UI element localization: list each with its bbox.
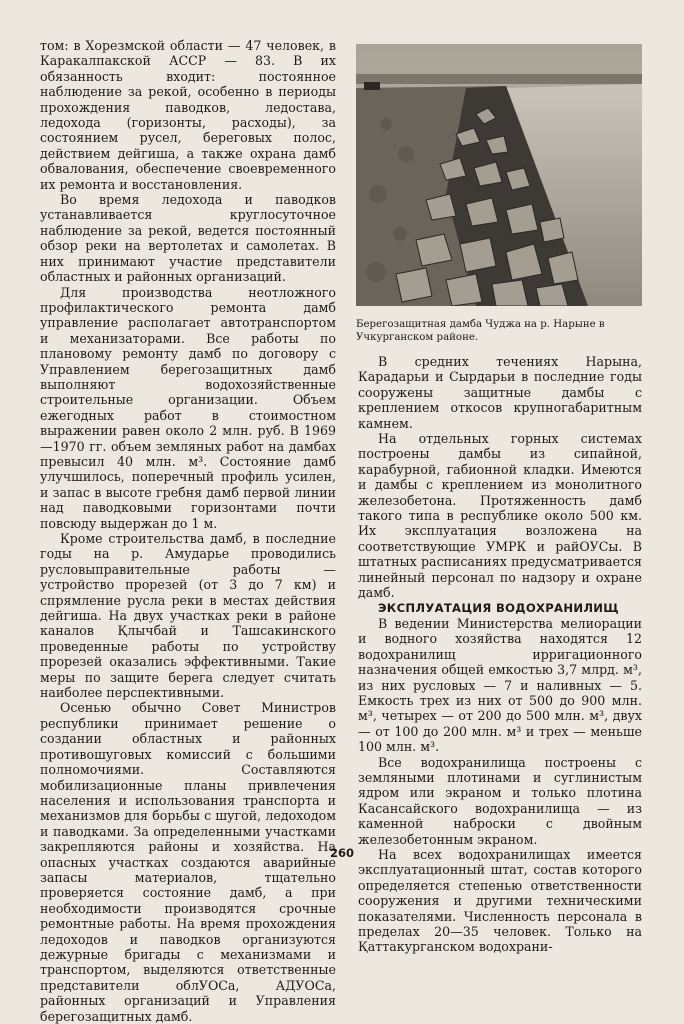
left-text-column: [40, 38, 336, 1024]
section-heading: ЭКСПЛУАТАЦИЯ ВОДОХРАНИЛИЩ: [378, 600, 619, 615]
paragraph: Кроме строительства дамб, в последние годы на р. Амударье проводились русловыправительные работы — устройство прорезей (от 3 до 7 км) и спрямление русла реки в местах действия дейгиша. На двух участках реки в районе каналов Қлычбай и Ташсакинского проведенные работы по устройству прорезей оказались эффективными. Такие меры по защите берега следует считать наиболее перспективными.: [40, 531, 336, 701]
paragraph: На отдельных горных системах построены дамбы из сипайной, карабурной, габионной кладки. Имеются и дамбы с креплением из монолитного железобетона. Протяженность дамб такого типа в республике около 500 км. Их эксплуатация возложена на соответствующие УМРК и райОУСы. В штатных расписаниях предусматривается линейный персонал по надзору и охране дамб.: [358, 431, 642, 601]
paragraph: Все водохранилища построены с земляными плотинами и суглинистым ядром или экраном и только плотина Касансайского водохранилища — из каменной наброски с двойным железобетонным экраном.: [358, 754, 642, 847]
paragraph: В средних течениях Нарына, Карадарьи и Сырдарьи в последние годы сооружены защитные дамбы с креплением откосов крупногабаритным камнем.: [358, 354, 642, 431]
paragraph: В ведении Министерства мелиорации и водного хозяйства находятся 12 водохранилищ ирригационного назначения общей емкостью 3,7 млрд. м³, из них русловых — 7 и наливных — 5. Емкость трех из них от 500 до 900 млн. м³, четырех — от 200 до 500 млн. м³, двух — от 100 до 200 млн. м³ и трех — меньше 100 млн. м³.: [358, 615, 642, 755]
paragraph: Во время ледохода и паводков устанавливается круглосуточное наблюдение за рекой, ведется постоянный обзор реки на вертолетах и самолетах. В них принимают участие представители областных и районных организаций.: [40, 192, 336, 285]
right-text-column: [358, 354, 642, 955]
paragraph: том: в Хорезмской области — 47 человек, в Каракалпакской АССР — 83. В их обязанность входит: постоянное наблюдение за рекой, особенно в периоды прохождения паводков, ледостава, ледохода (горизонты, расходы), за состоянием русел, береговых полос, действием дейгиша, а также охрана дамб обвалования, обеспечение своевременного их ремонта и восстановления.: [40, 38, 336, 192]
paragraph: Осенью обычно Совет Министров республики принимает решение о создании областных и районных противошуговых комиссий с большими полномочиями. Составляются мобилизационные планы привлечения населения и использования транспорта и механизмов для борьбы с шугой, ледоходом и паводками. За определенными участками закрепляются районы и хозяйства. На опасных участках создаются аварийные запасы материалов, тщательно проверяется состояние дамб, а при необходимости производятся срочные ремонтные работы. На время прохождения ледоходов и паводков организуются дежурные бригады с механизмами и транспортом, выделяются ответственные представители облУОСа, АДУОСа, районных организаций и Управления берегозащитных дамб.: [40, 700, 336, 1024]
paragraph: На всех водохранилищах имеется эксплуатационный штат, состав которого определяется степенью ответственности сооружения и другими техническими показателями. Численность персонала в пределах 20—35 человек. Только на Қаттакурганском водохрани-: [358, 847, 642, 955]
figure-caption: Берегозащитная дамба Чуджа на р. Нарыне в Учкурганском районе.: [356, 319, 605, 343]
paragraph: Для производства неотложного профилактического ремонта дамб управление располагает автотранспортом и механизаторами. Все работы по плановому ремонту дамб по договору с Управлением берегозащитных дамб выполняют водохозяйственные строительные организации. Объем ежегодных работ в стоимостном выражении равен около 2 млн. руб. В 1969—1970 гг. объем земляных работ на дамбах превысил 40 млн. м³. Состояние дамб улучшилось, поперечный профиль усилен, и запас в высоте гребня дамб первой линии над паводковыми горизонтами почти повсюду выдержан до 1 м.: [40, 284, 336, 531]
dam-photo-illustration: [356, 44, 642, 306]
page-number: 260: [329, 846, 354, 860]
dam-photo: [356, 44, 642, 306]
